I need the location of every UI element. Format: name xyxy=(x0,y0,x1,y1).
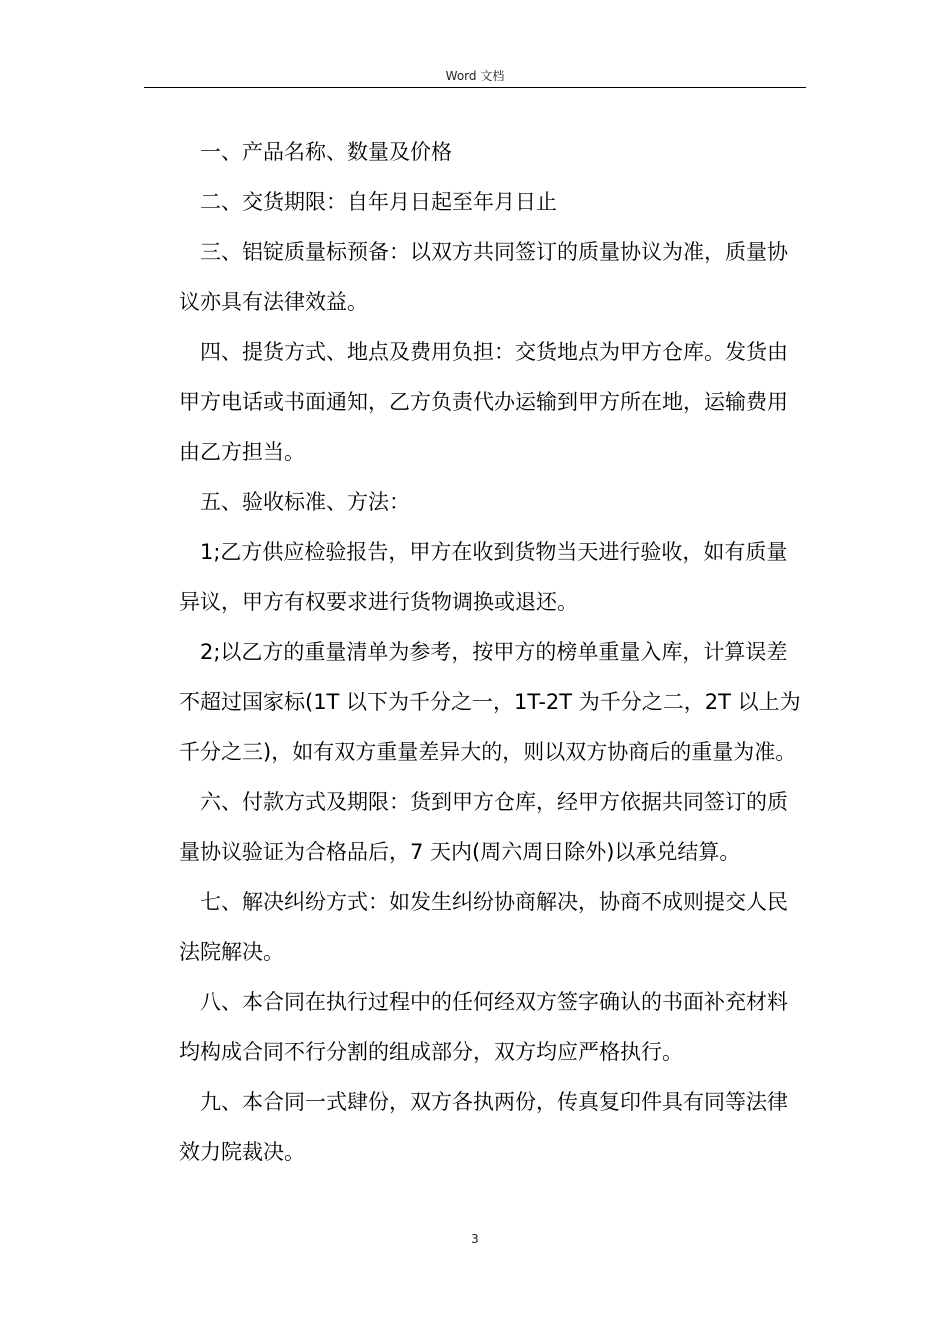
paragraph-6: 1;乙方供应检验报告，甲方在收到货物当天进行验收，如有质量异议，甲方有权要求进行货物调换或退还。 xyxy=(179,540,788,614)
paragraph-9: 七、解决纠纷方式：如发生纠纷协商解决，协商不成则提交人民法院解决。 xyxy=(179,890,788,964)
page-number: 3 xyxy=(471,1232,479,1246)
document-body xyxy=(179,127,807,1177)
paragraph-11: 九、本合同一式肆份，双方各执两份，传真复印件具有同等法律效力院裁决。 xyxy=(179,1090,788,1164)
paragraph-3: 三、铝锭质量标预备：以双方共同签订的质量协议为准，质量协议亦具有法律效益。 xyxy=(179,240,788,314)
header-rule xyxy=(144,87,806,88)
page-header: Word 文档 xyxy=(445,69,505,83)
paragraph-2: 二、交货期限：自年月日起至年月日止 xyxy=(200,190,557,214)
paragraph-7: 2;以乙方的重量清单为参考，按甲方的榜单重量入库，计算误差不超过国家标(1T 以下为千分之一，1T-2T 为千分之二，2T 以上为千分之三)，如有双方重量差异大的，则以双方协商后的重量为准。 xyxy=(179,640,801,764)
paragraph-1: 一、产品名称、数量及价格 xyxy=(200,140,452,164)
paragraph-10: 八、本合同在执行过程中的任何经双方签字确认的书面补充材料均构成合同不行分割的组成部分，双方均应严格执行。 xyxy=(179,990,788,1064)
paragraph-5: 五、验收标准、方法： xyxy=(200,490,410,514)
paragraph-8: 六、付款方式及期限：货到甲方仓库，经甲方依据共同签订的质量协议验证为合格品后，7 天内(周六周日除外)以承兑结算。 xyxy=(179,790,788,864)
paragraph-4: 四、提货方式、地点及费用负担：交货地点为甲方仓库。发货由甲方电话或书面通知，乙方负责代办运输到甲方所在地，运输费用由乙方担当。 xyxy=(179,340,788,464)
